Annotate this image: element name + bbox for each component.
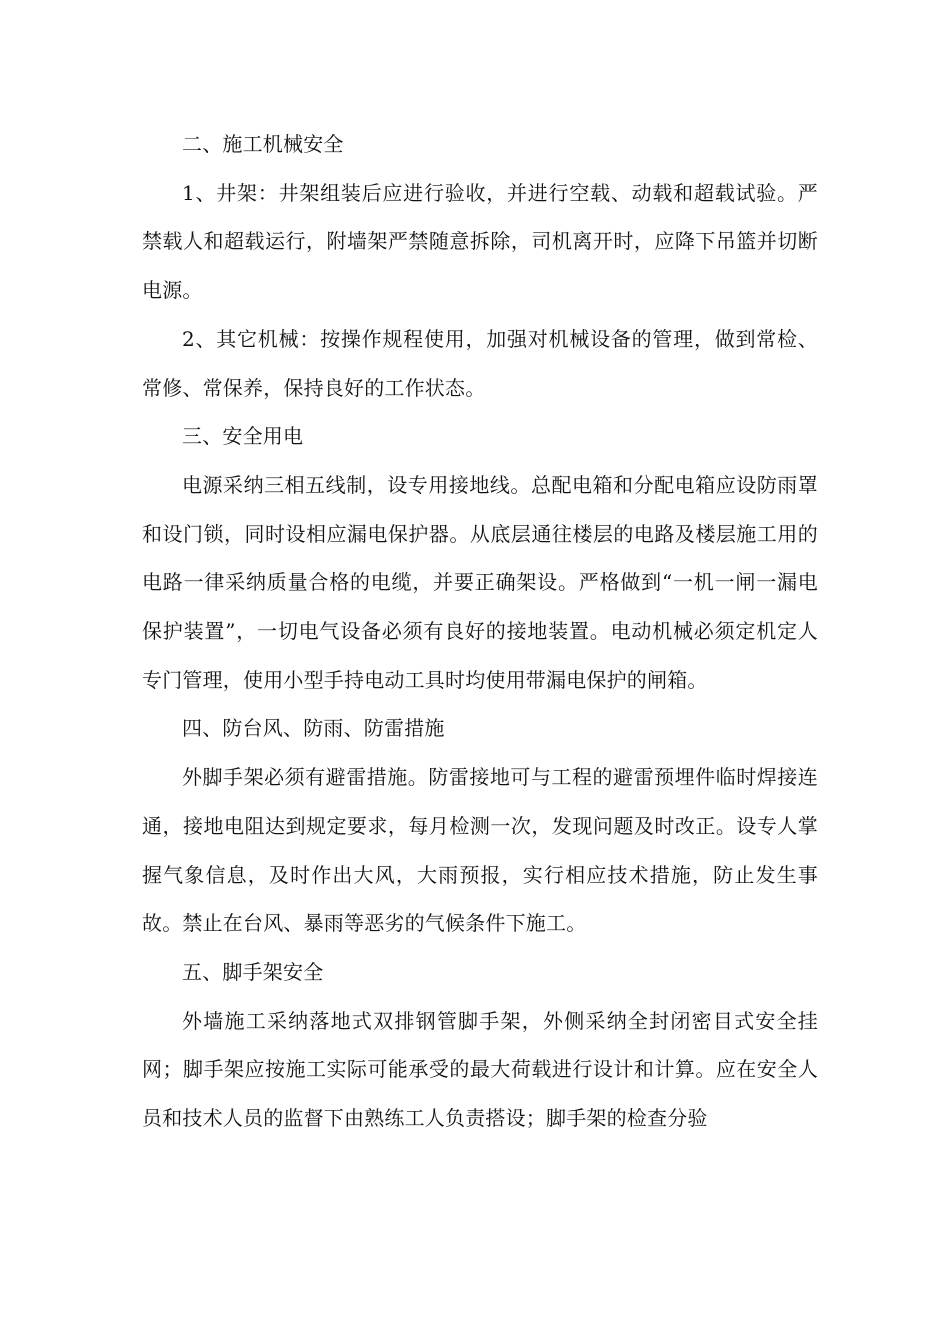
paragraph-other-machinery: 2、其它机械：按操作规程使用，加强对机械设备的管理，做到常检、常修、常保养，保持良好的工作状态。 xyxy=(142,326,818,400)
paragraph-hoist-frame: 1、井架：井架组装后应进行验收，并进行空载、动载和超载试验。严禁载人和超载运行，附墙架严禁随意拆除，司机离开时，应降下吊篮并切断电源。 xyxy=(142,180,818,303)
paragraph-electricity: 电源采纳三相五线制，设专用接地线。总配电箱和分配电箱应设防雨罩和设门锁，同时设相应漏电保护器。从底层通往楼层的电路及楼层施工用的电路一律采纳质量合格的电缆，并要正确架设。严格做到“一机一闸一漏电保护装置”，一切电气设备必须有良好的接地装置。电动机械必须定机定人专门管理，使用小型手持电动工具时均使用带漏电保护的闸箱。 xyxy=(142,472,818,692)
paragraph-scaffold: 外墙施工采纳落地式双排钢管脚手架，外侧采纳全封闭密目式安全挂网；脚手架应按施工实际可能承受的最大荷载进行设计和计算。应在安全人员和技术人员的监督下由熟练工人负责搭设；脚手架的检查分验 xyxy=(142,1008,818,1131)
section-heading-weather: 四、防台风、防雨、防雷措施 xyxy=(182,716,445,741)
section-heading-scaffold: 五、脚手架安全 xyxy=(182,959,324,984)
section-heading-machinery: 二、施工机械安全 xyxy=(182,132,344,156)
document-body xyxy=(142,120,818,1143)
paragraph-weather: 外脚手架必须有避雷措施。防雷接地可与工程的避雷预埋件临时焊接连通，接地电阻达到规定要求，每月检测一次，发现问题及时改正。设专人掌握气象信息，及时作出大风，大雨预报，实行相应技术措施，防止发生事故。禁止在台风、暴雨等恶劣的气候条件下施工。 xyxy=(142,765,818,936)
section-heading-electricity: 三、安全用电 xyxy=(182,424,304,449)
